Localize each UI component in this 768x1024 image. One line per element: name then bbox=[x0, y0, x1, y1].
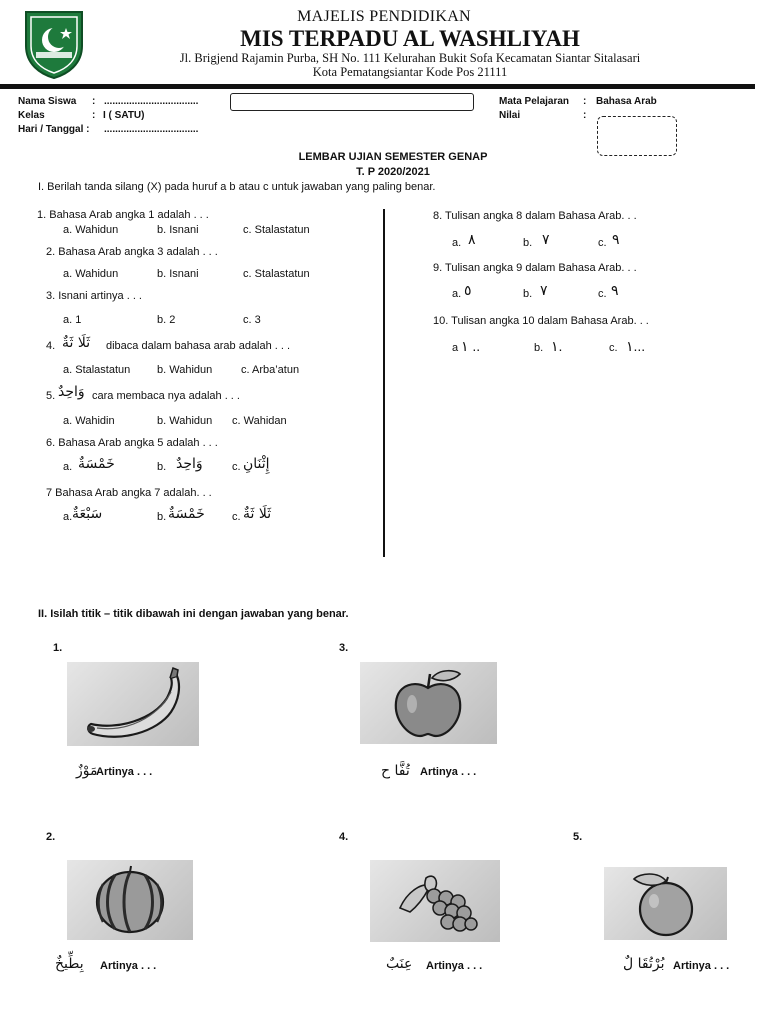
q1-option-c[interactable]: c. Stalastatun bbox=[243, 224, 310, 236]
q10-label-a: a bbox=[452, 342, 459, 354]
q9-label-c: c. bbox=[598, 288, 607, 300]
item-number-1: 1. bbox=[53, 642, 63, 654]
question-4: dibaca dalam bahasa arab adalah . . . bbox=[106, 340, 291, 352]
mapel-label: Mata Pelajaran bbox=[499, 96, 570, 107]
nama-field[interactable]: .................................. bbox=[104, 96, 199, 107]
q6-option-c[interactable]: إِثْنَانِ bbox=[243, 456, 270, 472]
q6-label-a: a. bbox=[63, 461, 73, 473]
nilai-label: Nilai bbox=[499, 110, 521, 121]
q8-option-c[interactable]: ٩ bbox=[612, 232, 620, 248]
q7-label-c: c. bbox=[232, 511, 241, 523]
instruction-part1: I. Berilah tanda silang (X) pada huruf a b atau c untuk jawaban yang paling benar. bbox=[38, 181, 436, 193]
q7-option-a[interactable]: سَبْعَةٌ bbox=[72, 506, 103, 522]
question-1: 1. Bahasa Arab angka 1 adalah . . . bbox=[37, 209, 209, 221]
question-10: 10. Tulisan angka 10 dalam Bahasa Arab. . . bbox=[433, 315, 649, 327]
column-divider bbox=[383, 209, 385, 557]
name-box[interactable] bbox=[230, 93, 474, 111]
q8-label-b: b. bbox=[523, 237, 533, 249]
sheet-title: LEMBAR UJIAN SEMESTER GENAP bbox=[298, 151, 488, 163]
q3-option-b[interactable]: b. 2 bbox=[157, 314, 176, 326]
q9-option-c[interactable]: ٩ bbox=[611, 283, 619, 299]
question-6: 6. Bahasa Arab angka 5 adalah . . . bbox=[46, 437, 218, 449]
q9-label-b: b. bbox=[523, 288, 533, 300]
kelas-label: Kelas bbox=[18, 110, 45, 121]
item-number-4: 4. bbox=[339, 831, 349, 843]
watermelon-icon bbox=[67, 860, 193, 940]
q1-option-a[interactable]: a. Wahidun bbox=[63, 224, 119, 236]
question-8: 8. Tulisan angka 8 dalam Bahasa Arab. . . bbox=[433, 210, 637, 222]
q10-label-b: b. bbox=[534, 342, 544, 354]
q10-option-c[interactable]: ١... bbox=[626, 338, 646, 354]
q5-arabic: وَاحِدٌ bbox=[58, 384, 85, 400]
header-divider bbox=[0, 84, 755, 89]
item-number-5: 5. bbox=[573, 831, 583, 843]
question-9: 9. Tulisan angka 9 dalam Bahasa Arab. . . bbox=[433, 262, 637, 274]
q4-number: 4. bbox=[46, 340, 56, 352]
orange-icon bbox=[604, 867, 727, 940]
school-year: T. P 2020/2021 bbox=[356, 166, 430, 178]
q7-option-b[interactable]: خَمْسَةٌ bbox=[168, 506, 205, 522]
q4-option-b[interactable]: b. Wahidun bbox=[157, 364, 213, 376]
item-1-arabic: مَوْزٌ bbox=[76, 763, 98, 779]
item-1-artinya[interactable]: Artinya . . . bbox=[96, 766, 153, 778]
organization-name: MAJELIS PENDIDIKAN bbox=[297, 8, 471, 25]
q9-label-a: a. bbox=[452, 288, 462, 300]
item-2-arabic: بِطِّيخٌ bbox=[55, 956, 84, 972]
question-3: 3. Isnani artinya . . . bbox=[46, 290, 142, 302]
nilai-colon: : bbox=[583, 110, 587, 121]
q7-label-a: a. bbox=[63, 511, 73, 523]
q6-option-b[interactable]: وَاحِدٌ bbox=[176, 456, 203, 472]
question-2: 2. Bahasa Arab angka 3 adalah . . . bbox=[46, 246, 218, 258]
q10-label-c: c. bbox=[609, 342, 618, 354]
q8-option-a[interactable]: ٨ bbox=[468, 232, 476, 248]
item-4-arabic: عِنَبٌ bbox=[386, 956, 413, 972]
school-city: Kota Pematangsiantar Kode Pos 21111 bbox=[312, 65, 508, 79]
nama-colon: : bbox=[92, 96, 96, 107]
kelas-colon: : bbox=[92, 110, 96, 121]
q2-option-a[interactable]: a. Wahidun bbox=[63, 268, 119, 280]
q5-option-c[interactable]: c. Wahidan bbox=[232, 415, 287, 427]
grapes-icon bbox=[370, 860, 500, 942]
item-number-3: 3. bbox=[339, 642, 349, 654]
q6-label-b: b. bbox=[157, 461, 167, 473]
q8-label-a: a. bbox=[452, 237, 462, 249]
item-3-artinya[interactable]: Artinya . . . bbox=[420, 766, 477, 778]
nama-label: Nama Siswa bbox=[18, 96, 77, 107]
q5-number: 5. bbox=[46, 390, 56, 402]
q9-option-b[interactable]: ٧ bbox=[540, 283, 548, 299]
q3-option-a[interactable]: a. 1 bbox=[63, 314, 82, 326]
q8-label-c: c. bbox=[598, 237, 607, 249]
item-4-artinya[interactable]: Artinya . . . bbox=[426, 960, 483, 972]
q7-option-c[interactable]: ثَلَا ثَةٌ bbox=[243, 506, 272, 522]
kelas-value: I ( SATU) bbox=[103, 110, 145, 121]
apple-icon bbox=[360, 662, 497, 744]
q5-option-b[interactable]: b. Wahidun bbox=[157, 415, 213, 427]
q2-option-c[interactable]: c. Stalastatun bbox=[243, 268, 310, 280]
q1-option-b[interactable]: b. Isnani bbox=[157, 224, 199, 236]
q5-option-a[interactable]: a. Wahidin bbox=[63, 415, 115, 427]
school-address: Jl. Brigjend Rajamin Purba, SH No. 111 Kelurahan Bukit Sofa Kecamatan Siantar Sitalasari bbox=[179, 51, 641, 65]
q4-option-a[interactable]: a. Stalastatun bbox=[63, 364, 131, 376]
item-5-arabic: بُرْتُقَا لٌ bbox=[623, 956, 665, 972]
item-number-2: 2. bbox=[46, 831, 56, 843]
q6-option-a[interactable]: خَمْسَةٌ bbox=[78, 456, 115, 472]
mapel-value: Bahasa Arab bbox=[596, 96, 657, 107]
item-3-arabic: تُفَّا ح bbox=[381, 763, 410, 779]
score-box[interactable] bbox=[597, 116, 677, 156]
q9-option-a[interactable]: ٥ bbox=[464, 283, 472, 299]
q6-label-c: c. bbox=[232, 461, 241, 473]
question-7: 7 Bahasa Arab angka 7 adalah. . . bbox=[46, 487, 212, 499]
q4-option-c[interactable]: c. Arba’atun bbox=[241, 364, 300, 376]
instruction-part2: II. Isilah titik – titik dibawah ini dengan jawaban yang benar. bbox=[38, 608, 349, 620]
q3-option-c[interactable]: c. 3 bbox=[243, 314, 261, 326]
mapel-colon: : bbox=[583, 96, 587, 107]
q4-arabic: ثَلَا ثَةٌ bbox=[62, 335, 91, 351]
q7-label-b: b. bbox=[157, 511, 167, 523]
school-name: MIS TERPADU AL WASHLIYAH bbox=[240, 26, 580, 51]
question-5: cara membaca nya adalah . . . bbox=[92, 390, 240, 402]
banana-icon bbox=[67, 662, 199, 746]
q10-option-b[interactable]: ١. bbox=[551, 338, 563, 354]
hari-field[interactable]: .................................. bbox=[104, 124, 199, 135]
q10-option-a[interactable]: ١ .. bbox=[461, 338, 481, 354]
item-5-artinya[interactable]: Artinya . . . bbox=[673, 960, 730, 972]
item-2-artinya[interactable]: Artinya . . . bbox=[100, 960, 157, 972]
hari-label: Hari / Tanggal : bbox=[18, 124, 90, 135]
q8-option-b[interactable]: ٧ bbox=[542, 232, 550, 248]
q2-option-b[interactable]: b. Isnani bbox=[157, 268, 199, 280]
